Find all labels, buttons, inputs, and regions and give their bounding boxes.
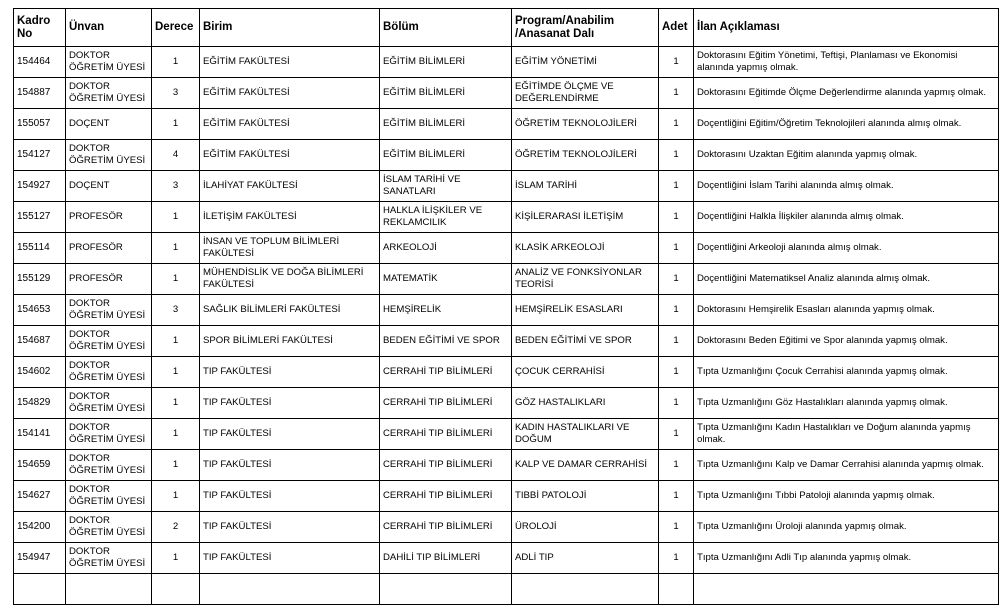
- table-row: [14, 109, 999, 140]
- cell-birim: TIP FAKÜLTESİ: [200, 419, 380, 450]
- cell-empty: [694, 574, 999, 605]
- cell-program: BEDEN EĞİTİMİ VE SPOR: [512, 326, 659, 357]
- cell-program: ADLİ TIP: [512, 543, 659, 574]
- cell-aciklama: Doktorasını Hemşirelik Esasları alanında yapmış olmak.: [694, 295, 999, 326]
- cell-aciklama: Doçentliğini Eğitim/Öğretim Teknolojileri alanında almış olmak.: [694, 109, 999, 140]
- cell-adet: 1: [659, 264, 694, 295]
- table-row: [14, 295, 999, 326]
- cell-unvan: DOKTOR ÖĞRETİM ÜYESİ: [66, 295, 152, 326]
- cell-birim: TIP FAKÜLTESİ: [200, 512, 380, 543]
- cell-bolum: DAHİLİ TIP BİLİMLERİ: [380, 543, 512, 574]
- cell-bolum: CERRAHİ TIP BİLİMLERİ: [380, 481, 512, 512]
- cell-bolum: HALKLA İLİŞKİLER VE REKLAMCILIK: [380, 202, 512, 233]
- cell-unvan: DOÇENT: [66, 109, 152, 140]
- cell-birim: TIP FAKÜLTESİ: [200, 450, 380, 481]
- table-row: [14, 419, 999, 450]
- cell-derece: 1: [152, 388, 200, 419]
- cell-birim: TIP FAKÜLTESİ: [200, 388, 380, 419]
- cell-derece: 1: [152, 47, 200, 78]
- cell-aciklama: Tıpta Uzmanlığını Çocuk Cerrahisi alanında yapmış olmak.: [694, 357, 999, 388]
- cell-program: İSLAM TARİHİ: [512, 171, 659, 202]
- cell-aciklama: Doçentliğini Arkeoloji alanında almış olmak.: [694, 233, 999, 264]
- cell-birim: SAĞLIK BİLİMLERİ FAKÜLTESİ: [200, 295, 380, 326]
- cell-bolum: CERRAHİ TIP BİLİMLERİ: [380, 419, 512, 450]
- cell-derece: 1: [152, 264, 200, 295]
- cell-aciklama: Tıpta Uzmanlığını Kalp ve Damar Cerrahisi alanında yapmış olmak.: [694, 450, 999, 481]
- cell-unvan: PROFESÖR: [66, 202, 152, 233]
- cell-birim: TIP FAKÜLTESİ: [200, 481, 380, 512]
- cell-aciklama: Tıpta Uzmanlığını Tıbbi Patoloji alanında yapmış olmak.: [694, 481, 999, 512]
- cell-aciklama: Doçentliğini Halkla İlişkiler alanında almış olmak.: [694, 202, 999, 233]
- table-row: [14, 140, 999, 171]
- cell-derece: 3: [152, 171, 200, 202]
- cell-program: ÜROLOJİ: [512, 512, 659, 543]
- cell-birim: İLETİŞİM FAKÜLTESİ: [200, 202, 380, 233]
- cell-derece: 1: [152, 481, 200, 512]
- cell-program: ANALİZ VE FONKSİYONLAR TEORİSİ: [512, 264, 659, 295]
- cell-program: KALP VE DAMAR CERRAHİSİ: [512, 450, 659, 481]
- cell-kadro-no: 154829: [14, 388, 66, 419]
- cell-birim: EĞİTİM FAKÜLTESİ: [200, 78, 380, 109]
- cell-derece: 4: [152, 140, 200, 171]
- cell-derece: 1: [152, 109, 200, 140]
- cell-kadro-no: 154464: [14, 47, 66, 78]
- table-row-partial: [14, 574, 999, 605]
- cell-unvan: DOKTOR ÖĞRETİM ÜYESİ: [66, 543, 152, 574]
- cell-bolum: HEMŞİRELİK: [380, 295, 512, 326]
- cell-empty: [14, 574, 66, 605]
- cell-unvan: DOKTOR ÖĞRETİM ÜYESİ: [66, 450, 152, 481]
- cell-bolum: CERRAHİ TIP BİLİMLERİ: [380, 450, 512, 481]
- cell-birim: İLAHİYAT FAKÜLTESİ: [200, 171, 380, 202]
- cell-bolum: ARKEOLOJİ: [380, 233, 512, 264]
- cell-aciklama: Doçentliğini Matematiksel Analiz alanında almış olmak.: [694, 264, 999, 295]
- cell-adet: 1: [659, 171, 694, 202]
- cell-birim: İNSAN VE TOPLUM BİLİMLERİ FAKÜLTESİ: [200, 233, 380, 264]
- cell-derece: 1: [152, 419, 200, 450]
- cell-kadro-no: 154653: [14, 295, 66, 326]
- cell-kadro-no: 154659: [14, 450, 66, 481]
- table-row: [14, 202, 999, 233]
- cell-program: KİŞİLERARASI İLETİŞİM: [512, 202, 659, 233]
- table-row: [14, 543, 999, 574]
- cell-birim: SPOR BİLİMLERİ FAKÜLTESİ: [200, 326, 380, 357]
- cell-kadro-no: 154947: [14, 543, 66, 574]
- cell-aciklama: Doktorasını Uzaktan Eğitim alanında yapmış olmak.: [694, 140, 999, 171]
- cell-empty: [152, 574, 200, 605]
- cell-kadro-no: 154200: [14, 512, 66, 543]
- cell-adet: 1: [659, 140, 694, 171]
- table-row: [14, 264, 999, 295]
- cell-bolum: EĞİTİM BİLİMLERİ: [380, 78, 512, 109]
- cell-derece: 3: [152, 78, 200, 109]
- table-row: [14, 481, 999, 512]
- table-row: [14, 326, 999, 357]
- cell-unvan: DOKTOR ÖĞRETİM ÜYESİ: [66, 140, 152, 171]
- cell-kadro-no: 154602: [14, 357, 66, 388]
- cell-adet: 1: [659, 357, 694, 388]
- cell-bolum: CERRAHİ TIP BİLİMLERİ: [380, 512, 512, 543]
- cell-unvan: DOKTOR ÖĞRETİM ÜYESİ: [66, 47, 152, 78]
- cell-bolum: CERRAHİ TIP BİLİMLERİ: [380, 388, 512, 419]
- cell-empty: [512, 574, 659, 605]
- job-listing-table-container: [13, 8, 999, 605]
- header-aciklama: İlan Açıklaması: [694, 9, 999, 47]
- cell-program: EĞİTİM YÖNETİMİ: [512, 47, 659, 78]
- cell-derece: 1: [152, 326, 200, 357]
- cell-adet: 1: [659, 419, 694, 450]
- cell-aciklama: Doktorasını Eğitimde Ölçme Değerlendirme alanında yapmış olmak.: [694, 78, 999, 109]
- cell-kadro-no: 155114: [14, 233, 66, 264]
- cell-adet: 1: [659, 202, 694, 233]
- cell-aciklama: Tıpta Uzmanlığını Adli Tıp alanında yapmış olmak.: [694, 543, 999, 574]
- cell-adet: 1: [659, 47, 694, 78]
- table-row: [14, 171, 999, 202]
- header-bolum: Bölüm: [380, 9, 512, 47]
- cell-bolum: EĞİTİM BİLİMLERİ: [380, 140, 512, 171]
- cell-derece: 1: [152, 543, 200, 574]
- cell-bolum: EĞİTİM BİLİMLERİ: [380, 109, 512, 140]
- cell-derece: 1: [152, 357, 200, 388]
- cell-empty: [659, 574, 694, 605]
- cell-kadro-no: 154141: [14, 419, 66, 450]
- header-program: Program/Anabilim /Anasanat Dalı: [512, 9, 659, 47]
- cell-unvan: PROFESÖR: [66, 264, 152, 295]
- cell-derece: 1: [152, 233, 200, 264]
- header-derece: Derece: [152, 9, 200, 47]
- header-kadro-no: Kadro No: [14, 9, 66, 47]
- cell-unvan: DOKTOR ÖĞRETİM ÜYESİ: [66, 481, 152, 512]
- cell-bolum: MATEMATİK: [380, 264, 512, 295]
- cell-adet: 1: [659, 326, 694, 357]
- cell-bolum: İSLAM TARİHİ VE SANATLARI: [380, 171, 512, 202]
- cell-birim: TIP FAKÜLTESİ: [200, 357, 380, 388]
- cell-empty: [66, 574, 152, 605]
- cell-kadro-no: 155057: [14, 109, 66, 140]
- cell-unvan: DOKTOR ÖĞRETİM ÜYESİ: [66, 388, 152, 419]
- cell-kadro-no: 154887: [14, 78, 66, 109]
- header-birim: Birim: [200, 9, 380, 47]
- cell-kadro-no: 155127: [14, 202, 66, 233]
- cell-adet: 1: [659, 450, 694, 481]
- cell-bolum: BEDEN EĞİTİMİ VE SPOR: [380, 326, 512, 357]
- cell-kadro-no: 155129: [14, 264, 66, 295]
- cell-program: GÖZ HASTALIKLARI: [512, 388, 659, 419]
- table-row: [14, 78, 999, 109]
- cell-aciklama: Doktorasını Beden Eğitimi ve Spor alanında yapmış olmak.: [694, 326, 999, 357]
- cell-program: KADIN HASTALIKLARI VE DOĞUM: [512, 419, 659, 450]
- cell-unvan: DOKTOR ÖĞRETİM ÜYESİ: [66, 512, 152, 543]
- table-row: [14, 47, 999, 78]
- cell-aciklama: Doktorasını Eğitim Yönetimi, Teftişi, Planlaması ve Ekonomisi alanında yapmış olmak.: [694, 47, 999, 78]
- table-row: [14, 233, 999, 264]
- cell-birim: TIP FAKÜLTESİ: [200, 543, 380, 574]
- cell-aciklama: Doçentliğini İslam Tarihi alanında almış olmak.: [694, 171, 999, 202]
- table-header-row: [14, 9, 999, 47]
- cell-birim: EĞİTİM FAKÜLTESİ: [200, 109, 380, 140]
- cell-kadro-no: 154627: [14, 481, 66, 512]
- table-row: [14, 388, 999, 419]
- cell-aciklama: Tıpta Uzmanlığını Kadın Hastalıkları ve Doğum alanında yapmış olmak.: [694, 419, 999, 450]
- cell-adet: 1: [659, 543, 694, 574]
- table-row: [14, 357, 999, 388]
- cell-adet: 1: [659, 233, 694, 264]
- cell-birim: EĞİTİM FAKÜLTESİ: [200, 140, 380, 171]
- cell-kadro-no: 154127: [14, 140, 66, 171]
- cell-empty: [380, 574, 512, 605]
- cell-aciklama: Tıpta Uzmanlığını Göz Hastalıkları alanında yapmış olmak.: [694, 388, 999, 419]
- cell-bolum: CERRAHİ TIP BİLİMLERİ: [380, 357, 512, 388]
- cell-bolum: EĞİTİM BİLİMLERİ: [380, 47, 512, 78]
- cell-derece: 2: [152, 512, 200, 543]
- cell-adet: 1: [659, 512, 694, 543]
- cell-empty: [200, 574, 380, 605]
- cell-unvan: PROFESÖR: [66, 233, 152, 264]
- cell-adet: 1: [659, 388, 694, 419]
- table-row: [14, 512, 999, 543]
- cell-program: ÖĞRETİM TEKNOLOJİLERİ: [512, 109, 659, 140]
- cell-unvan: DOKTOR ÖĞRETİM ÜYESİ: [66, 78, 152, 109]
- cell-program: EĞİTİMDE ÖLÇME VE DEĞERLENDİRME: [512, 78, 659, 109]
- cell-kadro-no: 154687: [14, 326, 66, 357]
- cell-aciklama: Tıpta Uzmanlığını Üroloji alanında yapmış olmak.: [694, 512, 999, 543]
- cell-unvan: DOKTOR ÖĞRETİM ÜYESİ: [66, 326, 152, 357]
- cell-birim: EĞİTİM FAKÜLTESİ: [200, 47, 380, 78]
- cell-program: KLASİK ARKEOLOJİ: [512, 233, 659, 264]
- cell-derece: 3: [152, 295, 200, 326]
- table-row: [14, 450, 999, 481]
- cell-program: ÇOCUK CERRAHİSİ: [512, 357, 659, 388]
- header-adet: Adet: [659, 9, 694, 47]
- cell-unvan: DOKTOR ÖĞRETİM ÜYESİ: [66, 419, 152, 450]
- cell-adet: 1: [659, 295, 694, 326]
- cell-program: ÖĞRETİM TEKNOLOJİLERİ: [512, 140, 659, 171]
- header-unvan: Ünvan: [66, 9, 152, 47]
- cell-adet: 1: [659, 481, 694, 512]
- cell-derece: 1: [152, 450, 200, 481]
- cell-derece: 1: [152, 202, 200, 233]
- job-listing-table: [13, 8, 999, 605]
- cell-kadro-no: 154927: [14, 171, 66, 202]
- cell-adet: 1: [659, 78, 694, 109]
- table-body: [14, 47, 999, 605]
- cell-unvan: DOÇENT: [66, 171, 152, 202]
- cell-program: HEMŞİRELİK ESASLARI: [512, 295, 659, 326]
- cell-birim: MÜHENDİSLİK VE DOĞA BİLİMLERİ FAKÜLTESİ: [200, 264, 380, 295]
- cell-unvan: DOKTOR ÖĞRETİM ÜYESİ: [66, 357, 152, 388]
- cell-program: TIBBİ PATOLOJİ: [512, 481, 659, 512]
- cell-adet: 1: [659, 109, 694, 140]
